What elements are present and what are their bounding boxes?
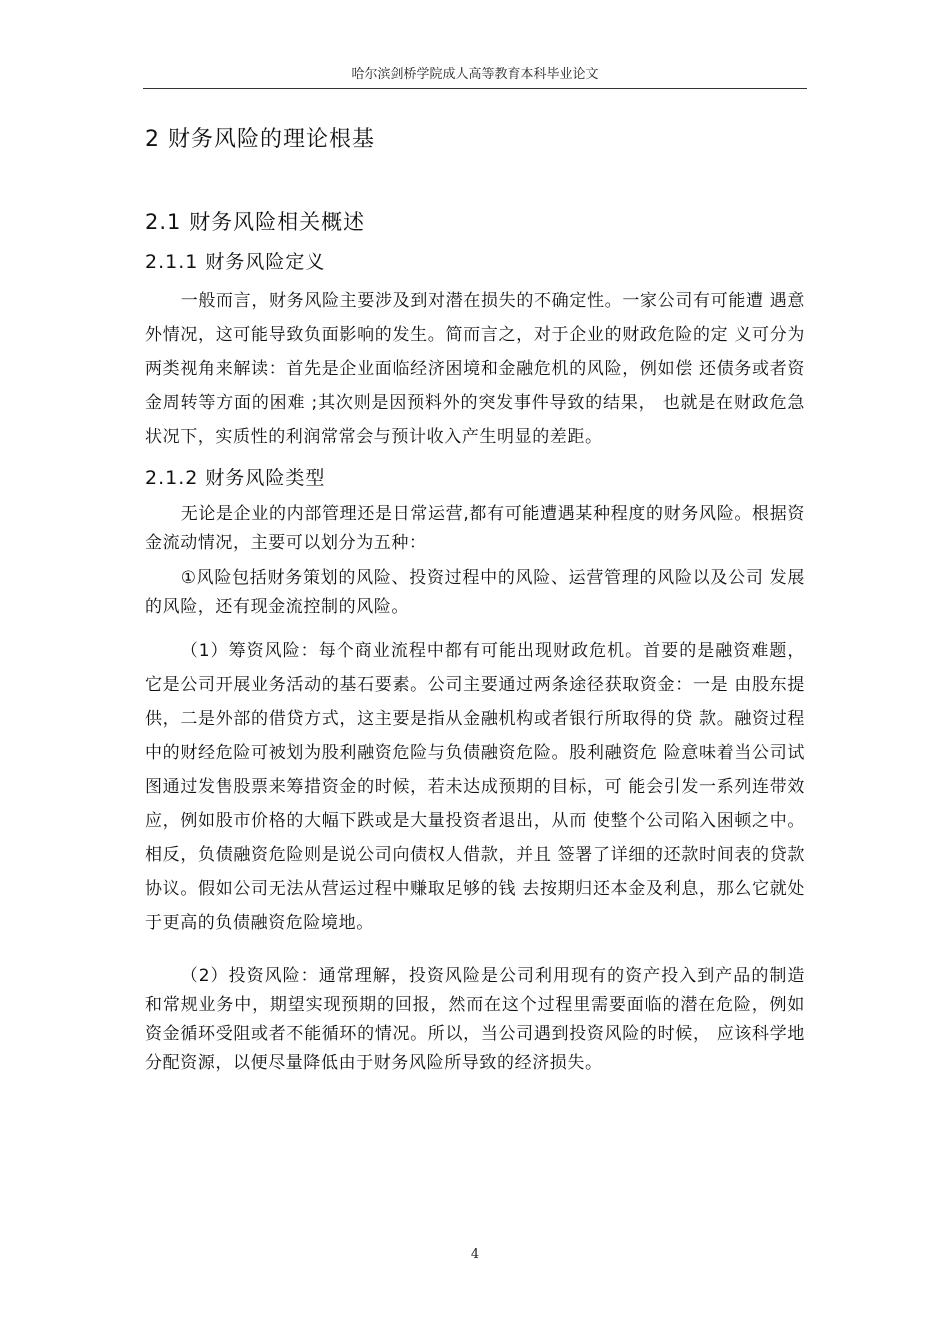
chapter-title: 2 财务风险的理论根基 [145, 127, 375, 152]
running-header: 哈尔滨剑桥学院成人高等教育本科毕业论文 [143, 64, 807, 89]
types-overview-paragraph: ①风险包括财务策划的风险、投资过程中的风险、运营管理的风险以及公司 发展的风险，还有现金流控制的风险。 [145, 568, 805, 617]
section-heading-2-1-2: 2.1.2 财务风险类型 [145, 467, 326, 489]
section-heading-2-1-1: 2.1.1 财务风险定义 [145, 251, 326, 273]
page-body [145, 118, 805, 1078]
financing-risk-paragraph: （1）筹资风险：每个商业流程中都有可能出现财政危机。首要的是融资难题，它是公司开展业务活动的基石要素。公司主要通过两条途径获取资金：一是 由股东提供，二是外部的借贷方式，这主要是指从金融机构或者银行所取得的贷 款。融资过程中的财经危险可被划为股利融资危险与负债融资危险。股利融资危 险意味着当公司试图通过发售股票来筹措资金的时候，若未达成预期的目标，可 能会引发一系列连带效应，例如股市价格的大幅下跌或是大量投资者退出，从而 使整个公司陷入困顿之中。相反，负债融资危险则是说公司向债权人借款，并且 签署了详细的还款时间表的贷款协议。假如公司无法从营运过程中赚取足够的钱 去按期归还本金及利息，那么它就处于更高的负债融资危险境地。 [145, 641, 805, 933]
types-intro-paragraph: 无论是企业的内部管理还是日常运营,都有可能遭遇某种程度的财务风险。根据资金流动情况，主要可以划分为五种： [145, 504, 805, 553]
page-number: 4 [470, 1247, 480, 1262]
investment-risk-paragraph: （2）投资风险：通常理解，投资风险是公司利用现有的资产投入到产品的制造和常规业务中，期望实现预期的回报，然而在这个过程里需要面临的潜在危险，例如资金循环受阻或者不能循环的情况。所以，当公司遇到投资风险的时候， 应该科学地分配资源，以便尽量降低由于财务风险所导致的经济损失。 [145, 966, 805, 1073]
section-heading-2-1: 2.1 财务风险相关概述 [145, 210, 366, 234]
definition-paragraph: 一般而言，财务风险主要涉及到对潜在损失的不确定性。一家公司有可能遭 遇意外情况，这可能导致负面影响的发生。简而言之，对于企业的财政危险的定 义可分为两类视角来解读：首先是企业面临经济困境和金融危机的风险，例如偿 还债务或者资金周转等方面的困难 ;其次则是因预料外的突发事件导致的结果， 也就是在财政危急状况下，实质性的利润常常会与预计收入产生明显的差距。 [145, 291, 805, 447]
